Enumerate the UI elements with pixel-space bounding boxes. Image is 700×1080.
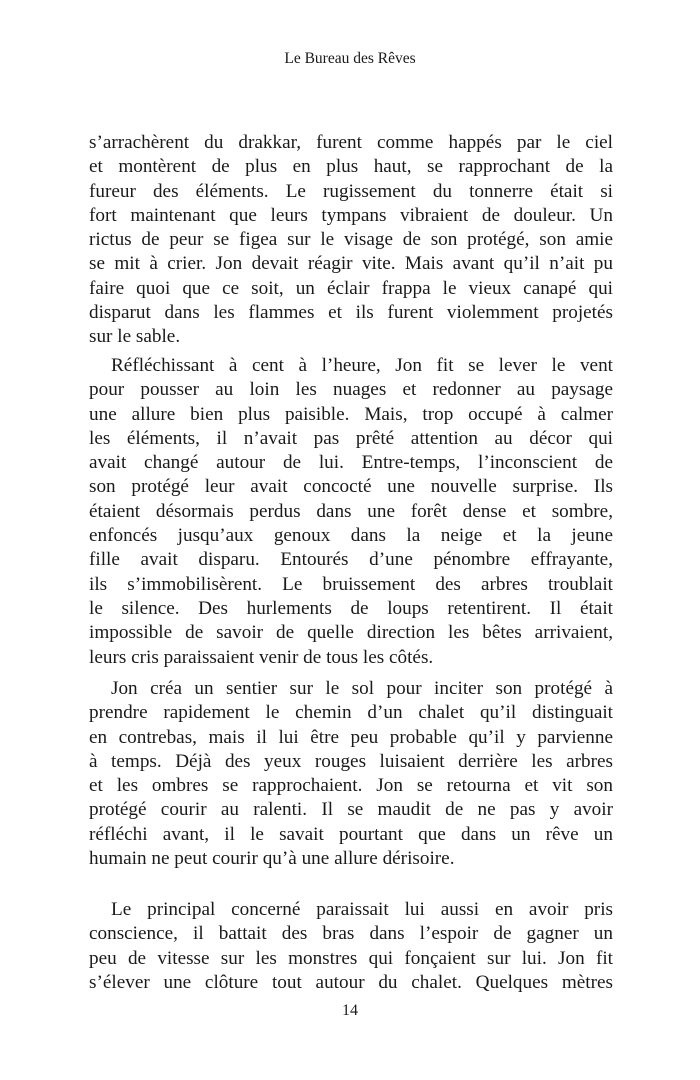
text-line: protégé courir au ralenti. Il se maudit de ne pas y avoir <box>89 799 613 821</box>
text-line: Jon créa un sentier sur le sol pour inciter son protégé à <box>111 678 613 699</box>
text-line: ils s’immobilisèrent. Le bruissement des arbres troublait <box>89 573 613 595</box>
text-line: le silence. Des hurlements de loups retentirent. Il était <box>89 597 613 619</box>
text-line: peu de vitesse sur les monstres qui fonçaient sur lui. Jon fit <box>89 947 613 969</box>
text-line: leurs cris paraissaient venir de tous les côtés. <box>89 646 434 668</box>
text-line: réfléchi avant, il le savait pourtant que dans un rêve un <box>89 823 613 845</box>
text-line: sur le sable. <box>89 326 181 348</box>
text-line: s’élever une clôture tout autour du chalet. Quelques mètres <box>89 971 613 993</box>
text-line: s’arrachèrent du drakkar, furent comme happés par le ciel <box>89 132 613 153</box>
text-line: Le principal concerné paraissait lui aussi en avoir pris <box>111 899 613 920</box>
text-line: disparut dans les flammes et ils furent violemment projetés <box>89 302 613 324</box>
running-title: Le Bureau des Rêves <box>284 50 416 67</box>
text-line: rictus de peur se figea sur le visage de son protégé, son amie <box>89 229 613 251</box>
page-number: 14 <box>342 1002 358 1019</box>
paragraph <box>89 677 613 871</box>
text-line: impossible de savoir de quelle direction les bêtes arrivaient, <box>89 622 613 644</box>
text-line: à temps. Déjà des yeux rouges luisaient derrière les arbres <box>89 750 613 772</box>
text-line: les éléments, il n’avait pas prêté attention au décor qui <box>89 427 613 449</box>
text-line: se mit à crier. Jon devait réagir vite. Mais avant qu’il n’ait pu <box>89 253 613 275</box>
text-line: étaient désormais perdus dans une forêt dense et sombre, <box>89 500 613 522</box>
text-line: conscience, il battait des bras dans l’espoir de gagner un <box>89 923 613 945</box>
text-line: prendre rapidement le chemin d’un chalet qu’il distinguait <box>89 702 613 724</box>
text-line: fort maintenant que leurs tympans vibraient de douleur. Un <box>89 204 613 226</box>
text-line: et les ombres se rapprochaient. Jon se retourna et vit son <box>89 775 613 797</box>
text-line: et montèrent de plus en plus haut, se rapprochant de la <box>89 156 613 178</box>
paragraph <box>89 131 613 350</box>
text-line: faire quoi que ce soit, un éclair frappa le vieux canapé qui <box>89 277 613 299</box>
text-line: son protégé leur avait concocté une nouvelle surprise. Ils <box>89 476 613 498</box>
text-line: pour pousser au loin les nuages et redonner au paysage <box>89 379 613 401</box>
text-line: enfoncés jusqu’aux genoux dans la neige et la jeune <box>89 525 613 547</box>
text-line: fille avait disparu. Entourés d’une pénombre effrayante, <box>89 549 613 571</box>
paragraph <box>89 898 613 995</box>
text-line: en contrebas, mais il lui être peu probable qu’il y parvienne <box>89 726 613 748</box>
text-line: Réfléchissant à cent à l’heure, Jon fit se lever le vent <box>111 355 613 376</box>
text-line: fureur des éléments. Le rugissement du tonnerre était si <box>89 180 613 202</box>
paragraph <box>89 354 613 670</box>
text-line: humain ne peut courir qu’à une allure dérisoire. <box>89 848 455 870</box>
text-line: une allure bien plus paisible. Mais, trop occupé à calmer <box>89 403 613 425</box>
text-line: avait changé autour de lui. Entre-temps, l’inconscient de <box>89 452 613 474</box>
